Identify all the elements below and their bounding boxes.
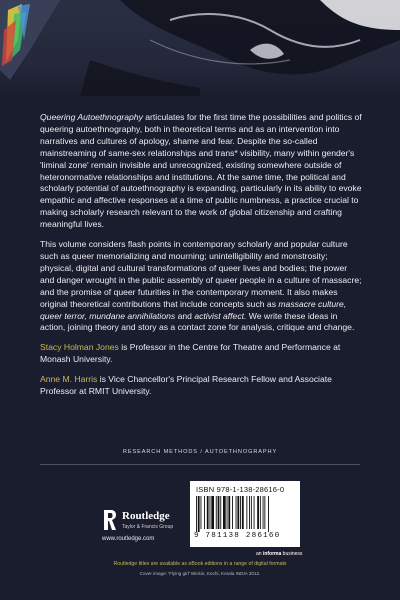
- divider-line: [40, 464, 360, 465]
- barcode-stripe: [228, 496, 230, 529]
- informa-business: [256, 551, 302, 557]
- barcode-stripe: [254, 496, 255, 529]
- barcode-bars: [196, 496, 294, 532]
- barcode-stripe: [260, 496, 261, 529]
- author-role-2: is Vice Chancellor's Principal Research Fellow and Associate Professor at RMIT University.: [40, 374, 332, 397]
- barcode-stripe: [196, 496, 197, 532]
- cover-credit: Cover image: 'Flying girl' Wickie, Kochi, Kerala INDIA 2012.: [139, 571, 261, 576]
- barcode-stripe: [264, 496, 265, 529]
- book-title-italic: Queering Autoethnography: [40, 112, 143, 122]
- author-name-1: Stacy Holman Jones: [40, 342, 119, 353]
- barcode-stripe: [249, 496, 250, 529]
- barcode-stripe: [201, 496, 202, 529]
- back-cover-text: [40, 112, 362, 406]
- barcode-stripe: [232, 496, 233, 529]
- barcode-stripe: [210, 496, 211, 529]
- blurb-paragraph-1: [40, 112, 362, 231]
- blurb-paragraph-2: [40, 239, 362, 334]
- isbn-barcode: [190, 481, 300, 547]
- blurb-p1-text: articulates for the first time the possibilities and politics of queering autoethnography, both in theoretical terms and as an intervention into narratives and cultures of apology, shame and fear. Despite the so-called mainstreaming of same-sex relationships and trans* visibility, many within gender's 'liminal zone' remain invisible and unrecognized, existing somewhere outside of heteronormative relationships and institutions. At the same time, the political and scholarly potential of autoethnography is expanding, particularly in its ability to evoke empathic and affective responses at a time of public numbness, a practice crucial to making scholarly research relevant to the work of global citizenship and crafting meaningful lives.: [40, 112, 362, 230]
- blurb-p2-italic-terms: massacre culture, queer terror, mundane annihilations: [40, 298, 347, 321]
- barcode-stripe: [268, 496, 269, 532]
- author-bio-1: [40, 342, 362, 366]
- barcode-stripe: [218, 496, 220, 529]
- barcode-stripe: [204, 496, 205, 529]
- blurb-p2-text-a: This volume considers flash points in contemporary scholarly and popular culture such as queer memorializing and mourning; unintelligibility and monstrosity; physical, digital and cultural transformations of queer lives and bodies; the power and danger wrought in the public assembly of queer people in a culture of massacre; and the promise of queer futurities in the contemporary moment. It also makes original theoretical contributions that include concepts such as: [40, 239, 362, 309]
- barcode-stripe: [216, 496, 217, 529]
- series-category: RESEARCH METHODS / AUTOETHNOGRAPHY: [122, 449, 278, 455]
- barcode-stripe: [207, 496, 209, 529]
- barcode-stripe: [251, 496, 252, 529]
- author-bio-2: [40, 374, 362, 398]
- author-role-1: is Professor in the Centre for Theatre and Performance at Monash University.: [40, 342, 341, 365]
- barcode-stripe: [211, 496, 214, 529]
- blurb-p2-text-b: We write these ideas in action, joining theory and story as a contact zone for analysis, critique and change.: [40, 310, 355, 333]
- ebook-note: Routledge titles are available as eBook editions in a range of digital formats: [113, 561, 287, 567]
- blurb-p2-and: and: [175, 310, 195, 321]
- routledge-r-icon: [102, 508, 118, 532]
- barcode-stripe: [223, 496, 226, 529]
- isbn-digits: 9 781138 286160: [194, 532, 281, 540]
- cover-artwork: [0, 0, 400, 96]
- informa-suffix: business: [281, 551, 303, 557]
- publisher-group: Taylor & Francis Group: [122, 524, 174, 530]
- barcode-stripe: [242, 496, 244, 529]
- isbn-label: ISBN 978-1-138-28616-0: [196, 485, 285, 494]
- barcode-stripe: [227, 496, 228, 529]
- publisher-name: Routledge: [122, 510, 170, 522]
- barcode-stripe: [263, 496, 264, 529]
- informa-bold: informa: [262, 551, 282, 557]
- informa-prefix: an: [256, 551, 263, 557]
- author-name-2: Anne M. Harris: [40, 374, 98, 385]
- barcode-stripe: [237, 496, 239, 529]
- barcode-stripe: [257, 496, 259, 529]
- barcode-stripe: [240, 496, 241, 529]
- publisher-url[interactable]: www.routledge.com: [102, 536, 155, 542]
- cover-artwork-graphic: [0, 0, 400, 96]
- blurb-p2-italic-last: activist affect.: [194, 310, 247, 321]
- barcode-stripe: [198, 496, 200, 532]
- barcode-stripe: [246, 496, 247, 529]
- barcode-stripe: [220, 496, 221, 529]
- barcode-stripe: [236, 496, 237, 529]
